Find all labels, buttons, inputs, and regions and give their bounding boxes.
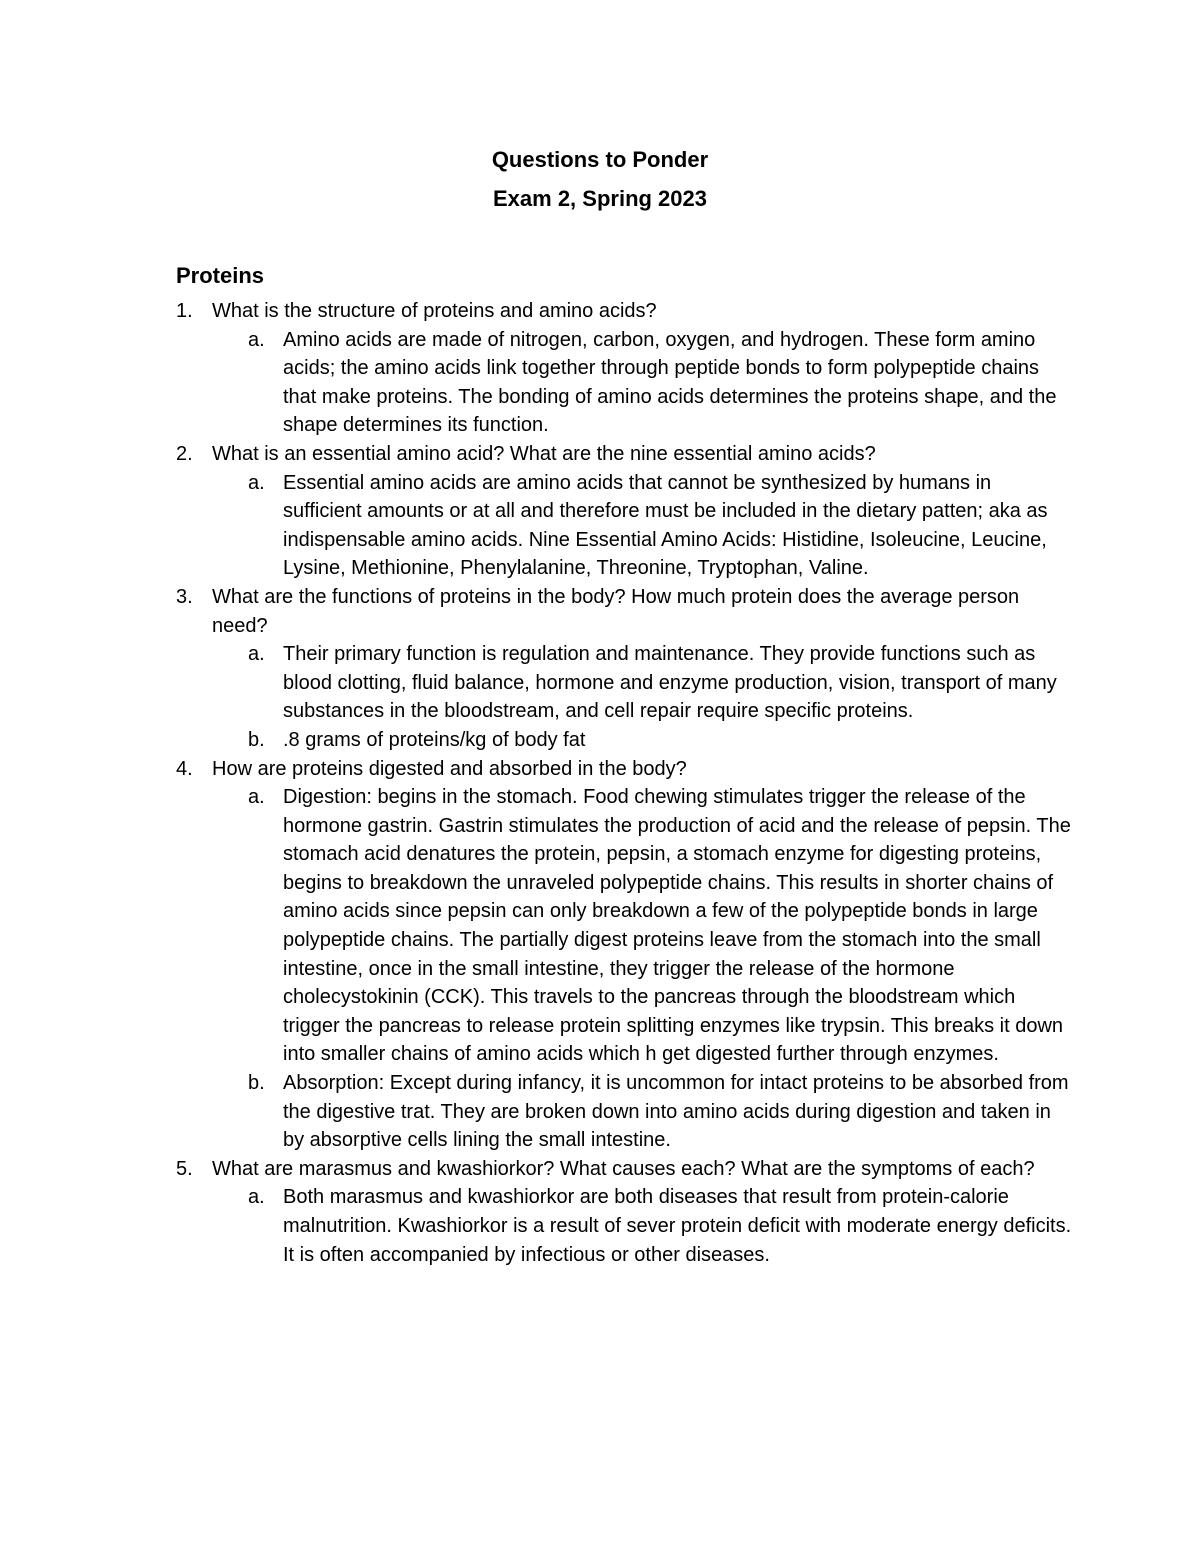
- question-number: 3.: [176, 585, 193, 608]
- question-number: 2.: [176, 442, 193, 465]
- answer-item: [0, 1069, 1073, 1155]
- answer-item: [0, 469, 1073, 583]
- section-heading: Proteins: [176, 263, 265, 288]
- answer-text: Digestion: begins in the stomach. Food chewing stimulates trigger the release of the hormone gastrin. Gastrin stimulates the production of acid and the release of pepsin. The stomach acid denatures the protein, pepsin, a stomach enzyme for digesting proteins, begins to breakdown the unraveled polypeptide chains. This results in shorter chains of amino acids since pepsin can only breakdown a few of the polypeptide bonds in large polypeptide chains. The partially digest proteins leave from the stomach into the small intestine, once in the small intestine, they trigger the release of the hormone cholecystokinin (CCK). This travels to the pancreas through the bloodstream which trigger the pancreas to release protein splitting enzymes like trypsin. This breaks it down into smaller chains of amino acids which h get digested further through enzymes.: [283, 786, 1071, 1066]
- answer-item: [0, 640, 1073, 726]
- question-list: [0, 297, 1200, 1269]
- question-item: [0, 1155, 1072, 1184]
- answer-item: [0, 1183, 1073, 1269]
- answer-label: a.: [248, 1186, 265, 1209]
- question-item: [0, 583, 1072, 640]
- answer-text: Both marasmus and kwashiorkor are both diseases that result from protein-calorie malnutrition. Kwashiorkor is a result of sever protein deficit with moderate energy deficits. It is often accompanied by infectious or other diseases.: [283, 1186, 1072, 1266]
- answer-label: a.: [248, 643, 265, 666]
- answer-label: a.: [248, 471, 265, 494]
- question-text: What are the functions of proteins in the body? How much protein does the average person need?: [212, 585, 1020, 637]
- document-subtitle: Exam 2, Spring 2023: [493, 186, 707, 211]
- question-number: 5.: [176, 1157, 193, 1180]
- question-item: [0, 755, 1072, 784]
- answer-label: a.: [248, 786, 265, 809]
- document-title: Questions to Ponder: [491, 147, 709, 172]
- answer-label: a.: [248, 328, 265, 351]
- answer-text: Amino acids are made of nitrogen, carbon, oxygen, and hydrogen. These form amino acids; the amino acids link together through peptide bonds to form polypeptide chains that make proteins. The bonding of amino acids determines the proteins shape, and the shape determines its function.: [283, 328, 1057, 437]
- answer-item: [0, 783, 1073, 1069]
- question-text: How are proteins digested and absorbed in the body?: [212, 757, 687, 780]
- question-item: [0, 297, 1072, 326]
- answer-label: b.: [248, 1072, 265, 1095]
- question-text: What is the structure of proteins and amino acids?: [212, 300, 657, 322]
- question-number: 4.: [176, 757, 193, 780]
- question-text: What are marasmus and kwashiorkor? What causes each? What are the symptoms of each?: [212, 1157, 1035, 1180]
- answer-text: .8 grams of proteins/kg of body fat: [283, 728, 586, 751]
- answer-item: [0, 326, 1073, 440]
- question-number: 1.: [176, 300, 193, 322]
- answer-item: [0, 726, 1073, 755]
- question-text: What is an essential amino acid? What are the nine essential amino acids?: [212, 442, 876, 465]
- question-item: [0, 440, 1072, 469]
- answer-label: b.: [248, 728, 265, 751]
- answer-text: Their primary function is regulation and maintenance. They provide functions such as blood clotting, fluid balance, hormone and enzyme production, vision, transport of many substances in the bloodstream, and cell repair require specific proteins.: [283, 643, 1057, 723]
- answer-text: Essential amino acids are amino acids that cannot be synthesized by humans in sufficient amounts or at all and therefore must be included in the dietary patten; aka as indispensable amino acids. Nine Essential Amino Acids: Histidine, Isoleucine, Leucine, Lysine, Methionine, Phenylalanine, Threonine, Tryptophan, Valine.: [283, 471, 1048, 580]
- answer-text: Absorption: Except during infancy, it is uncommon for intact proteins to be absorbed from the digestive trat. They are broken down into amino acids during digestion and taken in by absorptive cells lining the small intestine.: [283, 1072, 1069, 1152]
